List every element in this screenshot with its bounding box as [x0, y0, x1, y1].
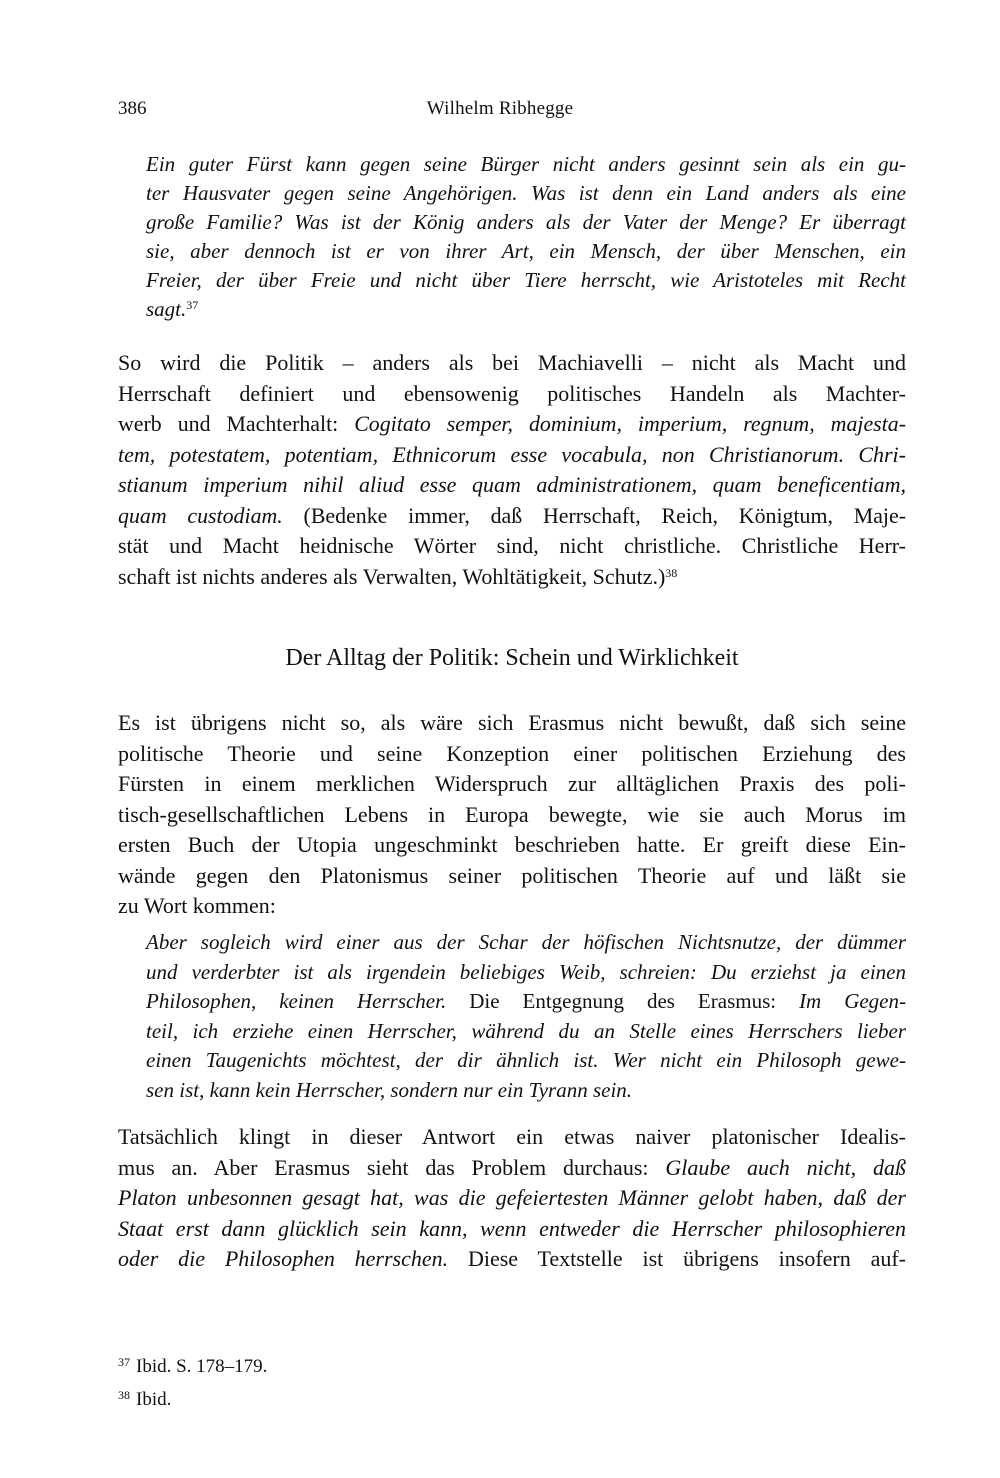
italic-text: Im Gegen- — [799, 989, 906, 1013]
paragraph-1 — [118, 348, 906, 592]
quote-line: große Familie? Was ist der König anders als der Vater der Menge? Er überragt — [146, 210, 906, 234]
page-number: 386 — [118, 98, 147, 119]
italic-text: Glaube auch nicht, daß — [665, 1154, 906, 1180]
para-line-last — [118, 562, 906, 593]
footnotes — [118, 1348, 718, 1414]
block-quote-1 — [146, 150, 906, 324]
quote-line: teil, ich erziehe einen Herrscher, während du an Stelle eines Herrschers lieber — [146, 1018, 906, 1043]
page-header — [118, 98, 882, 128]
para-line: Es ist übrigens nicht so, als wäre sich Erasmus nicht bewußt, daß sich seine — [118, 710, 906, 735]
footnote-38 — [118, 1381, 718, 1414]
para-line — [118, 501, 906, 532]
section-heading: Der Alltag der Politik: Schein und Wirklichkeit — [285, 645, 739, 671]
plain-text: werb und Machterhalt: — [118, 412, 355, 436]
para-line: Tatsächlich klingt in dieser Antwort ein etwas naiver platonischer Idealis- — [118, 1124, 906, 1149]
latin-line: stianum imperium nihil aliud esse quam administrationem, quam beneficentiam, — [118, 472, 906, 497]
quote-line — [146, 987, 906, 1017]
block-quote-2 — [146, 928, 906, 1105]
para-line: politische Theorie und seine Konzeption einer politischen Erziehung des — [118, 740, 906, 766]
plain-text: Die Entgegnung des Erasmus: — [446, 989, 800, 1013]
quote-line: und verderbter ist als irgendein beliebiges Weib, schreien: Du erziehst ja einen — [146, 959, 906, 984]
footnote-text: Ibid. — [136, 1389, 172, 1410]
footnote-ref-38[interactable]: 38 — [665, 565, 678, 580]
quote-line: Ein guter Fürst kann gegen seine Bürger nicht anders gesinnt sein als ein gu- — [146, 152, 906, 176]
quote-line: einen Taugenichts möchtest, der dir ähnlich ist. Wer nicht ein Philosoph gewe- — [146, 1048, 906, 1072]
quote-line-last — [146, 295, 906, 324]
footnote-number: 38 — [118, 1388, 130, 1402]
latin-line: tem, potestatem, potentiam, Ethnicorum esse vocabula, non Christianorum. Chri- — [118, 441, 906, 467]
para-line: ersten Buch der Utopia ungeschminkt beschrieben hatte. Er greift diese Ein- — [118, 832, 906, 857]
para-line: Herrschaft definiert und ebensowenig politisches Handeln als Machter- — [118, 380, 906, 406]
footnote-text: Ibid. S. 178–179. — [136, 1356, 268, 1377]
quote-line: ter Hausvater gegen seine Angehörigen. Was ist denn ein Land anders als eine — [146, 181, 906, 205]
plain-text: schaft ist nichts anderes als Verwalten, Wohltätigkeit, Schutz.) — [118, 563, 666, 589]
latin-text: Cogitato semper, dominium, imperium, regnum, majesta- — [354, 412, 906, 436]
paragraph-2 — [118, 708, 906, 922]
italic-text: oder die Philosophen herrschen. — [118, 1246, 449, 1271]
footnote-ref-37[interactable]: 37 — [186, 298, 199, 312]
quote-line: sie, aber dennoch ist er von ihrer Art, ein Mensch, der über Menschen, ein — [146, 239, 906, 263]
footnote-37 — [118, 1348, 718, 1381]
para-line — [118, 1244, 906, 1275]
plain-text: Diese Textstelle ist übrigens insofern auf- — [448, 1246, 906, 1271]
para-line: So wird die Politik – anders als bei Machiavelli – nicht als Macht und — [118, 350, 906, 375]
para-line-last: zu Wort kommen: — [118, 893, 276, 918]
italic-text: Philosophen, keinen Herrscher. — [146, 989, 447, 1013]
para-line: wände gegen den Platonismus seiner politischen Theorie auf und läßt sie — [118, 862, 906, 888]
footnote-number: 37 — [118, 1355, 130, 1369]
para-line — [118, 409, 906, 440]
running-head: Wilhelm Ribhegge — [426, 98, 574, 119]
plain-text: (Bedenke immer, daß Herrschaft, Reich, Königtum, Maje- — [282, 503, 906, 528]
quote-line-last: sen ist, kann kein Herrscher, sondern nur ein Tyrann sein. — [146, 1077, 633, 1102]
plain-text: mus an. Aber Erasmus sieht das Problem durchaus: — [118, 1154, 666, 1180]
para-line: stät und Macht heidnische Wörter sind, nicht christliche. Christliche Herr- — [118, 533, 906, 558]
quote-line: Freier, der über Freie und nicht über Tiere herrscht, wie Aristoteles mit Recht — [146, 268, 906, 292]
para-line: tisch-gesellschaftlichen Lebens in Europa bewegte, wie sie auch Morus im — [118, 801, 906, 827]
quote-line: Aber sogleich wird einer aus der Schar der höfischen Nichtsnutze, der dümmer — [146, 930, 906, 954]
para-line: Fürsten in einem merklichen Widerspruch zur alltäglichen Praxis des poli- — [118, 771, 906, 796]
para-line — [118, 1153, 906, 1184]
paragraph-3 — [118, 1122, 906, 1275]
quote-last-text: sagt. — [146, 297, 187, 321]
latin-text: quam custodiam. — [118, 503, 283, 528]
italic-line: Platon unbesonnen gesagt hat, was die gefeiertesten Männer gelobt haben, daß der — [118, 1185, 906, 1210]
italic-line: Staat erst dann glücklich sein kann, wenn entweder die Herrscher philosophieren — [118, 1215, 906, 1241]
